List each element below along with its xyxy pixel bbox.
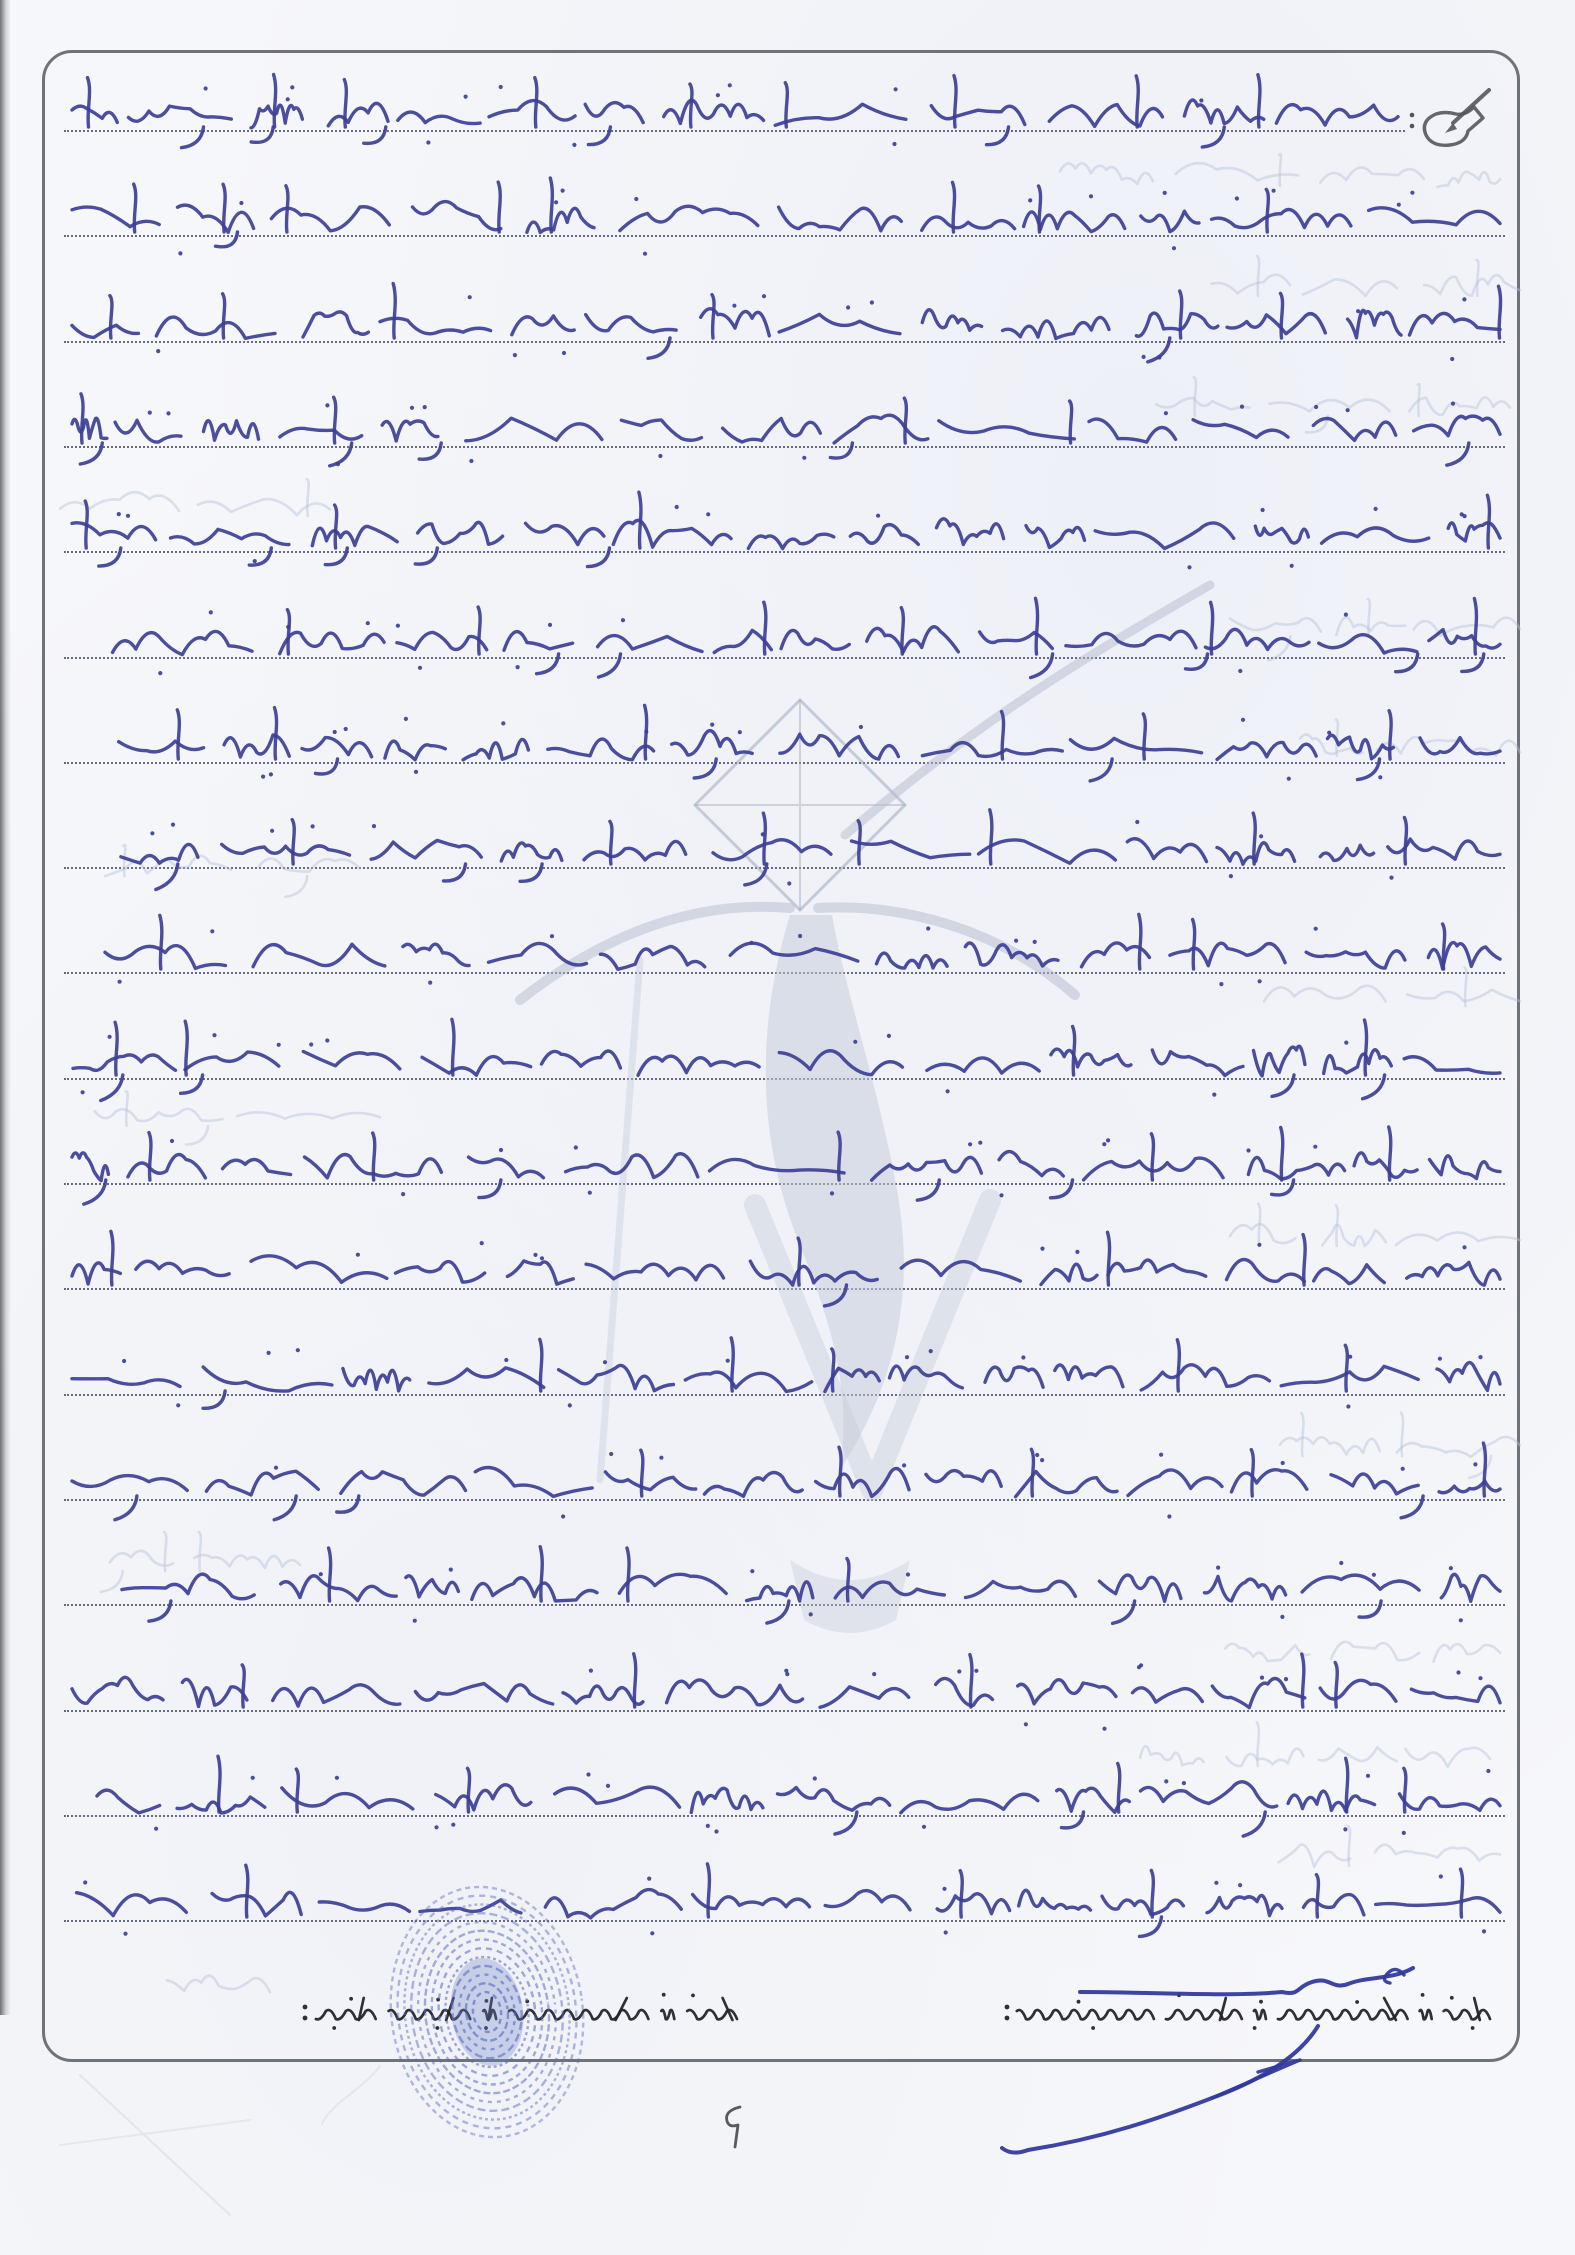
watermark-emblem (520, 585, 1210, 1633)
fingerprint-stamp (388, 1882, 588, 2142)
signature-ink (1005, 1942, 1435, 2157)
page-number (710, 2100, 752, 2155)
writing-hand-icon (1425, 82, 1500, 140)
